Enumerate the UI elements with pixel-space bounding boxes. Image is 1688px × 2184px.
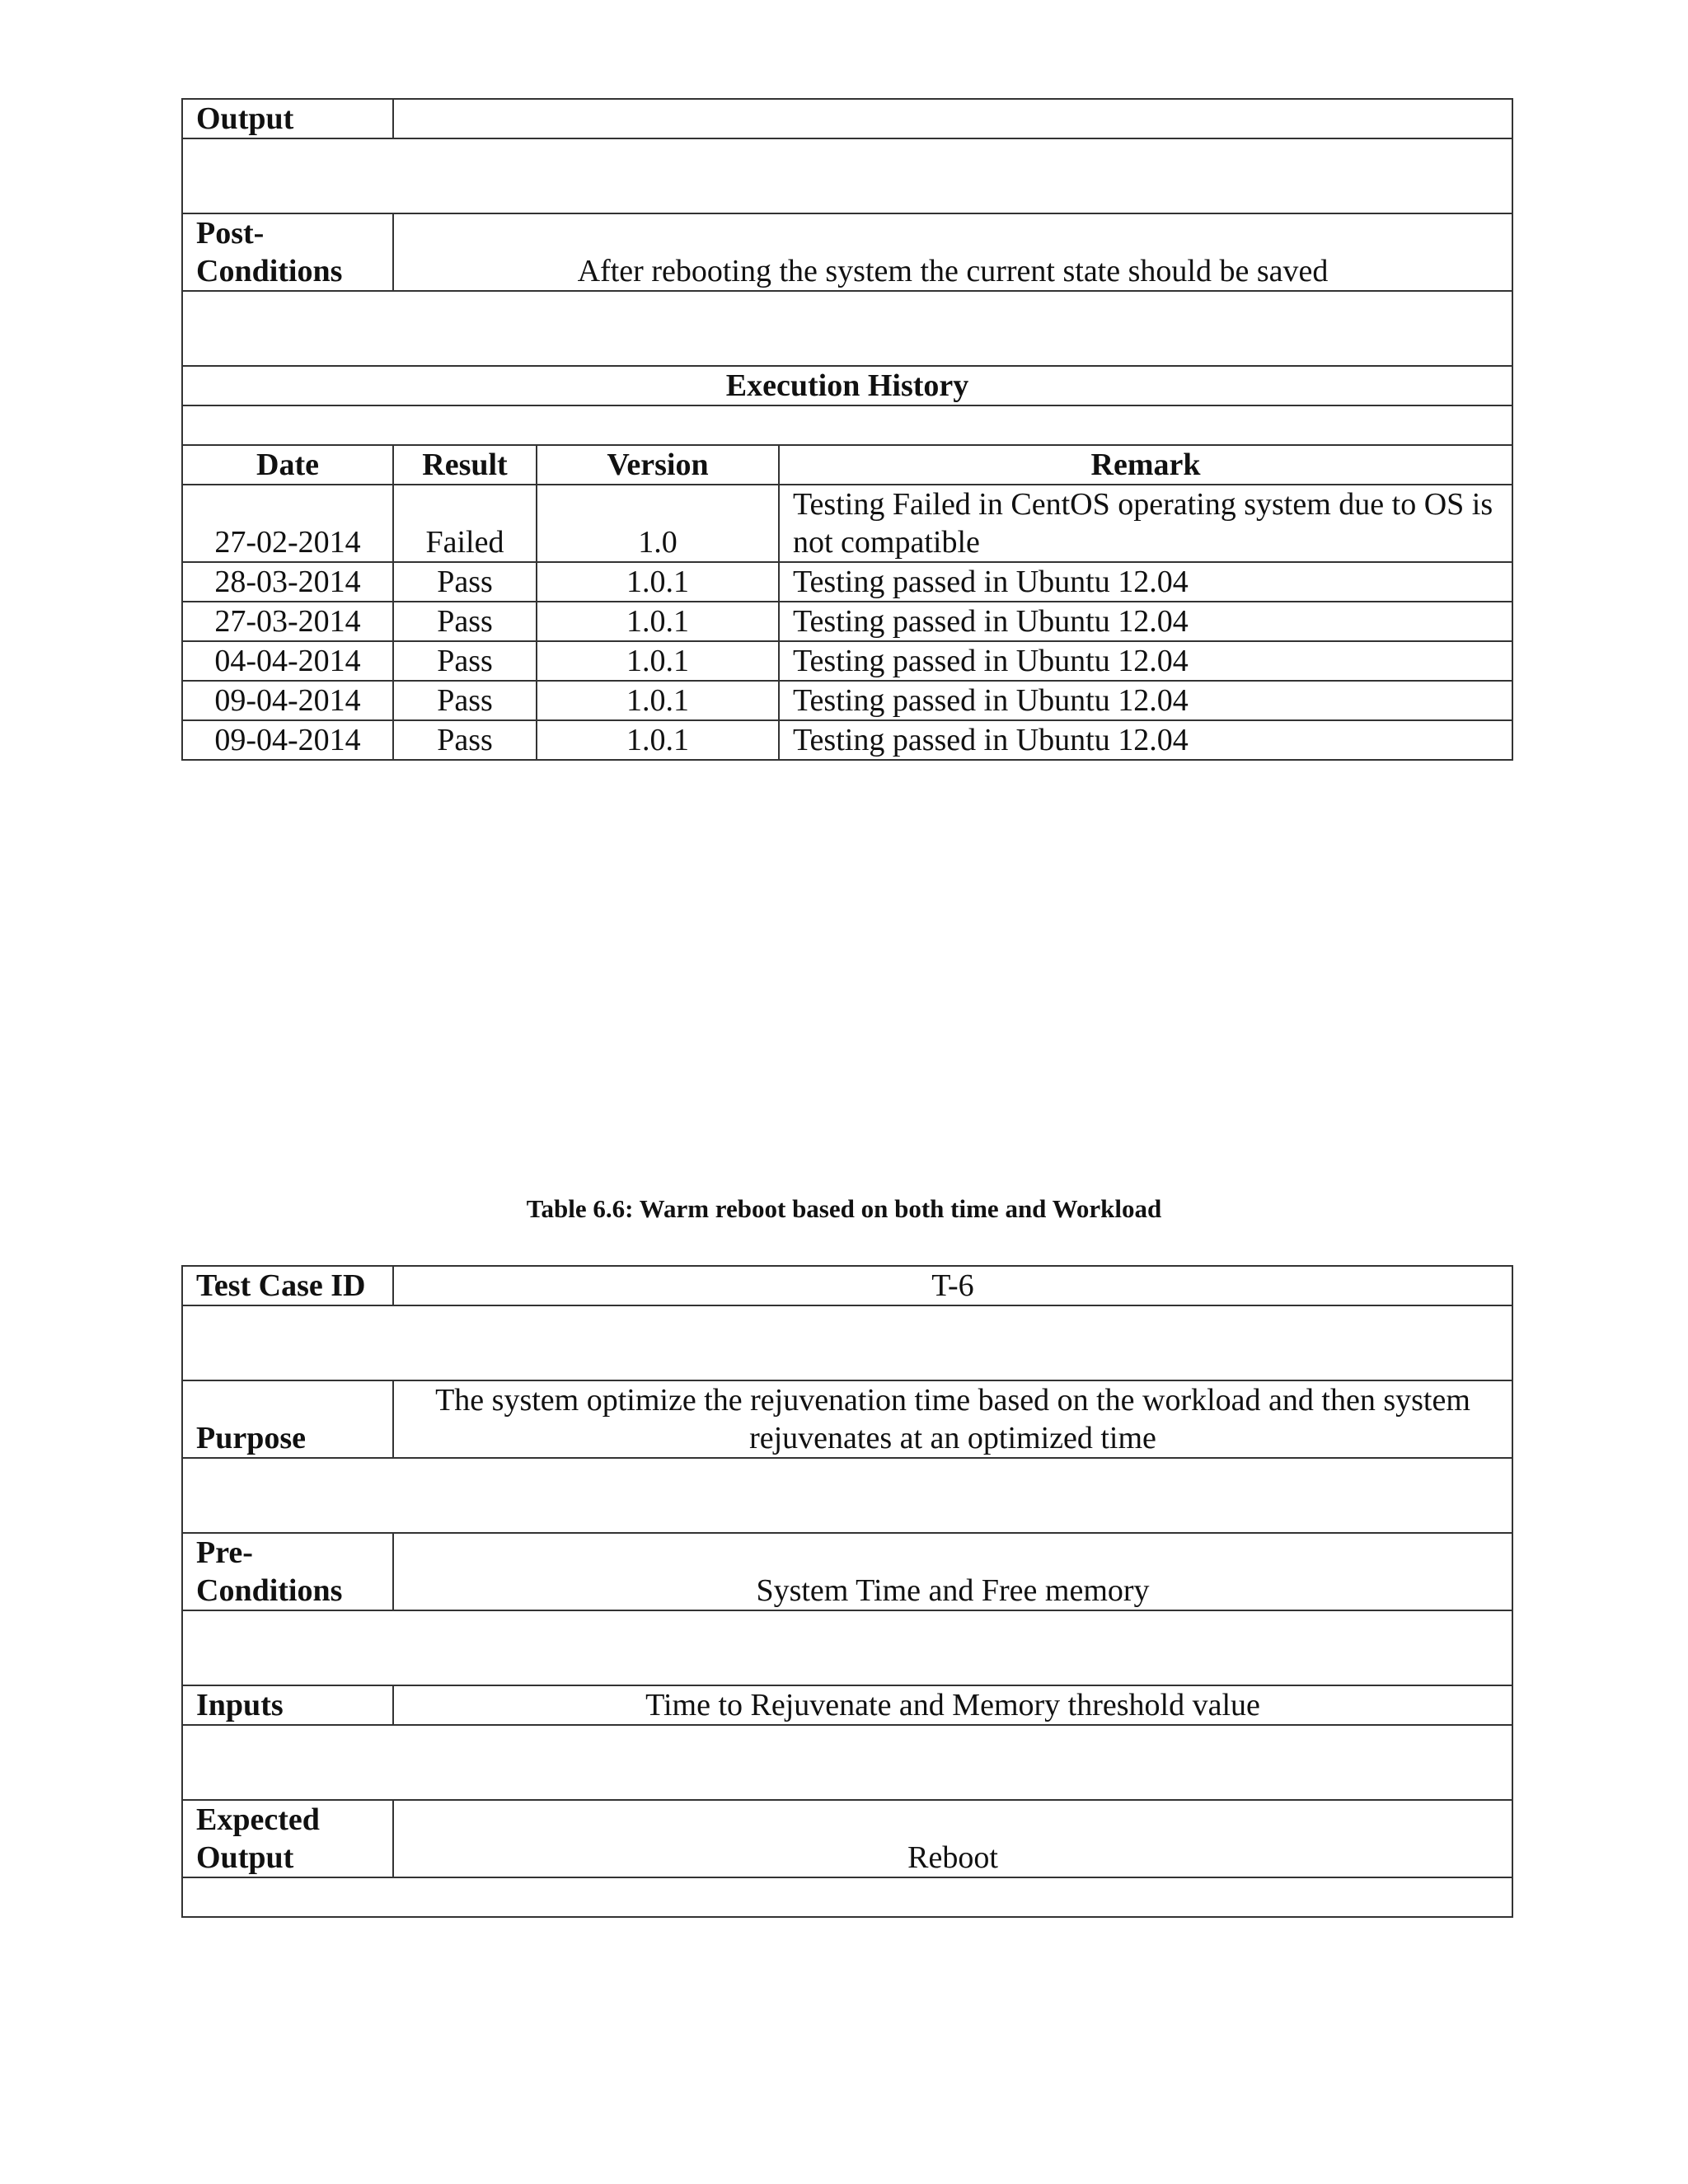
spacer-row — [182, 1610, 1512, 1685]
row-version: 1.0.1 — [537, 641, 779, 681]
output-value — [393, 99, 1512, 138]
preconditions-label: Pre- Conditions — [182, 1533, 393, 1610]
row-date: 09-04-2014 — [182, 681, 393, 720]
row-date: 27-03-2014 — [182, 602, 393, 641]
row-date: 27-02-2014 — [182, 485, 393, 562]
row-result: Pass — [393, 641, 537, 681]
row-remark: Testing passed in Ubuntu 12.04 — [779, 562, 1512, 602]
spacer-row — [182, 1877, 1512, 1917]
post-conditions-row — [182, 213, 1512, 291]
row-date: 09-04-2014 — [182, 720, 393, 760]
spacer-row — [182, 138, 1512, 213]
table-row — [182, 602, 1512, 641]
inputs-value: Time to Rejuvenate and Memory threshold value — [393, 1685, 1512, 1725]
inputs-row — [182, 1685, 1512, 1725]
table-row — [182, 720, 1512, 760]
row-result: Pass — [393, 681, 537, 720]
table-row — [182, 641, 1512, 681]
row-date: 28-03-2014 — [182, 562, 393, 602]
column-header-remark: Remark — [779, 445, 1512, 485]
table-row — [182, 485, 1512, 562]
purpose-value: The system optimize the rejuvenation time based on the workload and then system rejuvenates at an optimized time — [393, 1380, 1512, 1458]
expected-output-row — [182, 1800, 1512, 1877]
row-version: 1.0.1 — [537, 602, 779, 641]
row-version: 1.0.1 — [537, 681, 779, 720]
spacer-row — [182, 1458, 1512, 1533]
inputs-label: Inputs — [182, 1685, 393, 1725]
column-header-result: Result — [393, 445, 537, 485]
output-row — [182, 99, 1512, 138]
spacer-row — [182, 405, 1512, 445]
test-case-id-value: T-6 — [393, 1266, 1512, 1305]
table-row — [182, 562, 1512, 602]
row-remark: Testing Failed in CentOS operating system due to OS is not compatible — [779, 485, 1512, 562]
table-caption: Table 6.6: Warm reboot based on both time and Workload — [526, 1194, 1162, 1223]
row-date: 04-04-2014 — [182, 641, 393, 681]
purpose-label: Purpose — [182, 1380, 393, 1458]
spacer-row — [182, 291, 1512, 366]
test-case-id-label: Test Case ID — [182, 1266, 393, 1305]
column-header-version: Version — [537, 445, 779, 485]
column-header-date: Date — [182, 445, 393, 485]
test-case-table — [181, 1265, 1513, 1918]
history-header-row — [182, 445, 1512, 485]
post-conditions-label: Post- Conditions — [182, 213, 393, 291]
row-result: Pass — [393, 602, 537, 641]
row-remark: Testing passed in Ubuntu 12.04 — [779, 602, 1512, 641]
row-result: Pass — [393, 720, 537, 760]
preconditions-value: System Time and Free memory — [393, 1533, 1512, 1610]
row-remark: Testing passed in Ubuntu 12.04 — [779, 681, 1512, 720]
row-version: 1.0 — [537, 485, 779, 562]
expected-output-label: Expected Output — [182, 1800, 393, 1877]
row-remark: Testing passed in Ubuntu 12.04 — [779, 720, 1512, 760]
preconditions-row — [182, 1533, 1512, 1610]
row-result: Failed — [393, 485, 537, 562]
table-row — [182, 681, 1512, 720]
spacer-row — [182, 1725, 1512, 1800]
expected-output-value: Reboot — [393, 1800, 1512, 1877]
spacer-row — [182, 1305, 1512, 1380]
row-version: 1.0.1 — [537, 562, 779, 602]
row-version: 1.0.1 — [537, 720, 779, 760]
output-label: Output — [182, 99, 393, 138]
execution-table — [181, 98, 1513, 761]
execution-history-title: Execution History — [182, 366, 1512, 405]
execution-history-title-row — [182, 366, 1512, 405]
purpose-row — [182, 1380, 1512, 1458]
post-conditions-value: After rebooting the system the current state should be saved — [393, 213, 1512, 291]
test-case-id-row — [182, 1266, 1512, 1305]
row-result: Pass — [393, 562, 537, 602]
row-remark: Testing passed in Ubuntu 12.04 — [779, 641, 1512, 681]
